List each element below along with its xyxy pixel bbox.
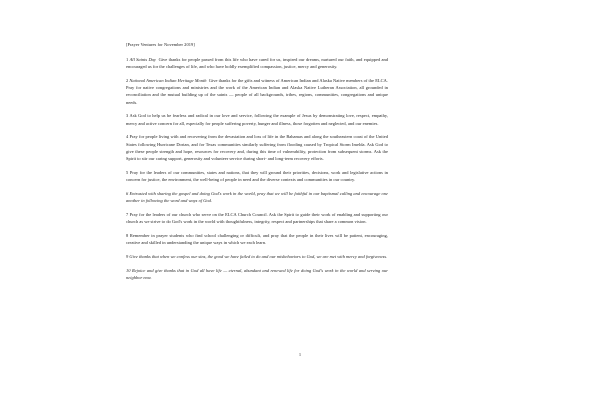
prayer-entry-observance: National American Indian Heritage Month (129, 77, 207, 83)
prayer-entry (126, 77, 388, 106)
document-header: [Prayer Ventures for November 2019] (126, 42, 195, 47)
prayer-entry-body: Give thanks that when we confess our sins, the good we have failed to do and our misbehaviors to God, we are met with mercy and forgiveness. (129, 253, 388, 259)
prayer-entry (126, 169, 388, 183)
prayer-entry-number: 4 (126, 134, 129, 140)
prayer-entry (126, 56, 388, 70)
prayer-entry-list (126, 56, 388, 281)
prayer-entry-number: 1 (126, 56, 129, 62)
prayer-entry-number: 6 (126, 190, 129, 196)
prayer-entry (126, 112, 388, 126)
prayer-entry-number: 7 (126, 211, 129, 217)
prayer-entry-body: Entrusted with sharing the gospel and doing God's work in the world, pray that we will be faithful in our baptismal calling and encourage one another in following the word and ways of God. (126, 190, 388, 203)
prayer-entry-body: Ask God to help us be fearless and radical in our love and service, following the example of Jesus by demonstrating love, respect, empathy, mercy and active concern for all, especially for people suffering poverty, hunger and illness, those forgotten and neglected, and our enemies. (126, 113, 389, 126)
prayer-entry-number: 5 (126, 169, 129, 175)
page-number: 1 (298, 352, 302, 357)
prayer-entry (126, 190, 388, 204)
document-text-column (126, 43, 388, 288)
prayer-entry-body: Pray for the leaders of our church who serve on the ELCA Church Council. Ask the Spirit to guide their work of enabling and supporting our church as we strive to do God's work in the world with thoughtfulness, integrity, respect and partnerships that share a common vision. (126, 211, 388, 224)
prayer-entry-body: Give thanks for the gifts and witness of American Indian and Alaska Native members of the ELCA. Pray for native congregations and ministries and the work of the American Indian and Alaska Native Lutheran Association, all grounded in reconciliation and the mutual building up of the saints — people of all backgrounds, tribes, regions, communities, congregations and unique needs. (126, 77, 388, 105)
prayer-entry-body: Remember in prayer students who find school challenging or difficult, and pray that the people in their lives will be patient, encouraging, creative and skilled in understanding the unique ways in which we each learn. (126, 232, 388, 245)
prayer-entry (126, 267, 388, 281)
prayer-entry-number: 8 (126, 232, 129, 238)
prayer-entry-body: Give thanks for people passed from this life who have cared for us, inspired our dreams, nurtured our faith, and equipped and encouraged us for the challenges of life, and who have boldly exemplified compassion, justice, mercy and generosity. (126, 56, 388, 70)
prayer-entry (126, 253, 388, 260)
prayer-entry-number: 2 (126, 77, 129, 83)
prayer-entry-number: 3 (126, 113, 129, 119)
prayer-entry-body: Pray for people living with and recovering from the devastation and loss of life in the Bahamas and along the southeastern coast of the United States following Hurricane Dorian, and for Texas communities similarly suffering from flooding caused by Tropical Storm Imelda. Ask God to give these people strength and hope, resources for recovery and, during this time of vulnerability, protection from subsequent storms. Ask the Spirit to stir our caring support, generosity and volunteer service during short- and long-term recovery efforts. (126, 134, 388, 161)
prayer-entry (126, 133, 388, 162)
prayer-entry-number: 9 (126, 253, 129, 259)
prayer-entry-body: Pray for the leaders of our communities, states and nations, that they will ground their priorities, decisions, work and legislative actions in concern for justice, the environment, the well-being of people in need and the diverse contexts and communities in our country. (126, 169, 388, 182)
prayer-entry-body: Rejoice and give thanks that in God all have life — eternal, abundant and renewed life for doing God's work in the world and serving our neighbor now. (126, 267, 388, 280)
prayer-entry (126, 211, 388, 225)
prayer-entry-number: 10 (126, 267, 131, 273)
prayer-entry (126, 232, 388, 246)
prayer-entry-observance: All Saints Day (129, 56, 156, 62)
